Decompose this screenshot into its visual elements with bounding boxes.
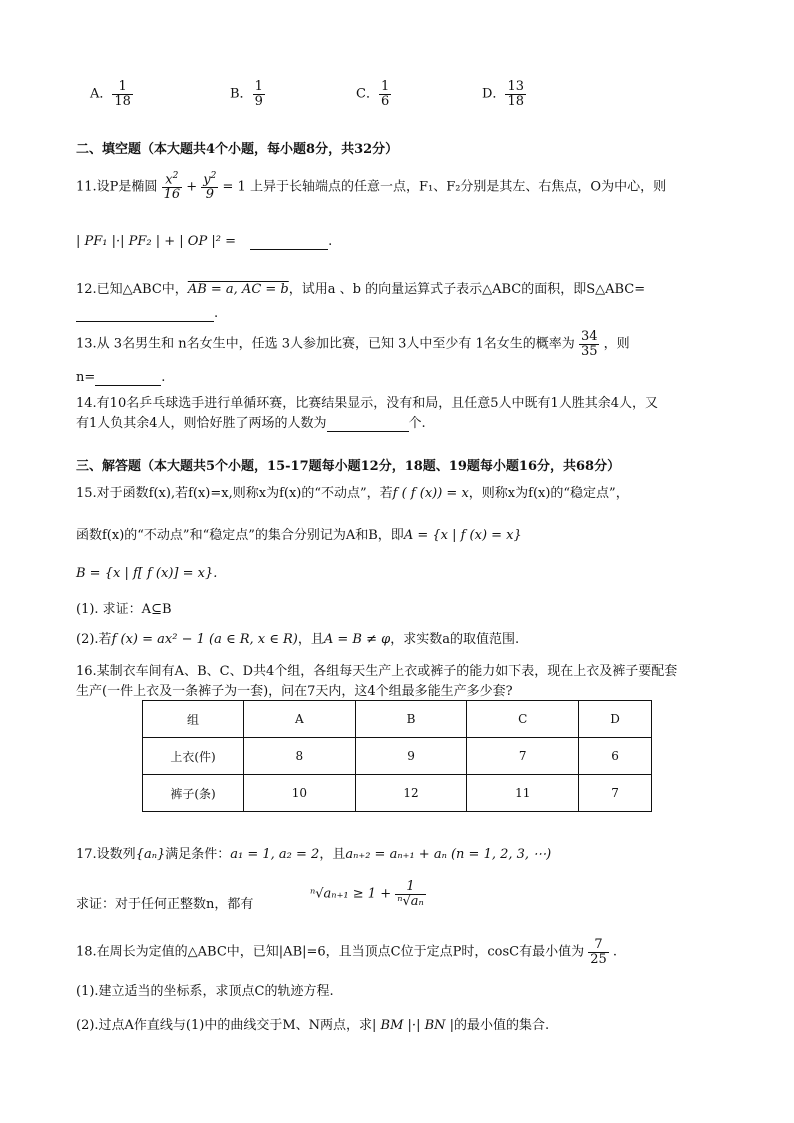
q17-line2: 求证：对于任何正整数n，都有 [76,897,254,912]
q13-line1: 13.从 3名男生和 n名女生中，任选 3人参加比赛，已知 3人中至少有 1名女生的概率为 $\frac{34}{35}$ ，则 [76,329,630,359]
table-cell: 9 [355,738,467,775]
q12-line2: . [76,306,218,322]
ellipse-y-term: $\frac{y^2}{9}$ [203,171,217,202]
table-cell: C [467,701,579,738]
q17-line1: 17.设数列{aₙ}满足条件：a₁ = 1, a₂ = 2，且aₙ₊₂ = aₙ₊₁ + aₙ (n = 1, 2, 3, ⋯) [76,847,552,862]
q16-line1: 16.某制衣车间有A、B、C、D共4个组，各组每天生产上衣或裤子的能力如下表，现在上衣及裤子要配套 [76,664,678,679]
table-cell: D [579,701,652,738]
q12-answer-blank[interactable] [76,306,214,322]
q15-line1: 15.对于函数f(x),若f(x)=x,则称x为f(x)的“不动点”，若f ( f (x)) = x，则称x为f(x)的“稳定点”， [76,486,629,501]
q10-option-a: A． $\frac{1}{18}$ [90,79,131,109]
q10-option-d: D． $\frac{13}{18}$ [482,79,524,109]
table-header-row [143,701,652,738]
table-cell: 6 [579,738,652,775]
q10-option-b: B． $\frac{1}{9}$ [230,79,263,109]
production-table [142,700,652,812]
q14-line1: 14.有10名乒乓球选手进行单循环赛，比赛结果显示，没有和局，且任意5人中既有1人胜其余4人，又 [76,396,659,411]
table-cell: 7 [467,738,579,775]
table-cell: 11 [467,775,579,812]
q17-inequality: ⁿ√aₙ₊₁ ≥ 1 + $\frac{1}{\text{ⁿ√aₙ}}$ [310,879,424,909]
q18-part2: (2).过点A作直线与(1)中的曲线交于M、N两点，求| BM |·| BN |的最小值的集合. [76,1018,550,1033]
q11-line1: 11.设P是椭圆 $\frac{x^2}{16}$ + $\frac{y^2}{9}$ = 1 上异于长轴端点的任意一点，F₁、F₂分别是其左、右焦点，O为中心，则 [76,171,667,202]
q12-line1: 12.已知△ABC中，AB = a, AC = b，试用a 、b 的向量运算式子表示△ABC的面积，即S△ABC= [76,282,646,297]
q18-part1: (1).建立适当的坐标系，求顶点C的轨迹方程. [76,984,334,999]
table-row [143,738,652,775]
q15-line2: 函数f(x)的“不动点”和“稳定点”的集合分别记为A和B，即A = {x | f (x) = x} [76,528,522,543]
table-cell: 10 [244,775,356,812]
q15-part1: (1). 求证：A⊆B [76,602,172,617]
table-cell: 上衣(件) [143,738,244,775]
q10-option-c: C． $\frac{1}{6}$ [356,79,390,109]
q16-line2: 生产(一件上衣及一条裤子为一套)，问在7天内，这4个组最多能生产多少套? [76,684,513,699]
table-cell: B [355,701,467,738]
q13-line2: n= . [76,370,166,385]
q15-line3: B = {x | f[ f (x)] = x}. [76,566,218,581]
table-cell: 12 [355,775,467,812]
q15-part2: (2).若f (x) = ax² − 1 (a ∈ R, x ∈ R)，且A = B ≠ φ，求实数a的取值范围. [76,632,520,647]
table-cell: 组 [143,701,244,738]
q13-answer-blank[interactable] [95,370,161,386]
q11-line2: | PF₁ |·| PF₂ | + | OP |² = . [76,234,333,249]
section2-title: 二、填空题（本大题共4个小题，每小题8分，共32分） [76,142,399,157]
section3-title: 三、解答题（本大题共5个小题，15-17题每小题12分，18题、19题每小题16分，共68分） [76,459,621,474]
table-cell: A [244,701,356,738]
table-cell: 7 [579,775,652,812]
table-row [143,775,652,812]
table-cell: 8 [244,738,356,775]
q14-line2: 有1人负其余4人，则恰好胜了两场的人数为 个. [76,416,426,431]
q14-answer-blank[interactable] [327,416,409,432]
q11-answer-blank[interactable] [250,234,328,250]
table-cell: 裤子(条) [143,775,244,812]
ellipse-x-term: $\frac{x^2}{16}$ [163,171,181,202]
q18-line1: 18.在周长为定值的△ABC中，已知|AB|=6，且当顶点C位于定点P时，cosC有最小值为 $\frac{7}{25}$ . [76,937,618,967]
